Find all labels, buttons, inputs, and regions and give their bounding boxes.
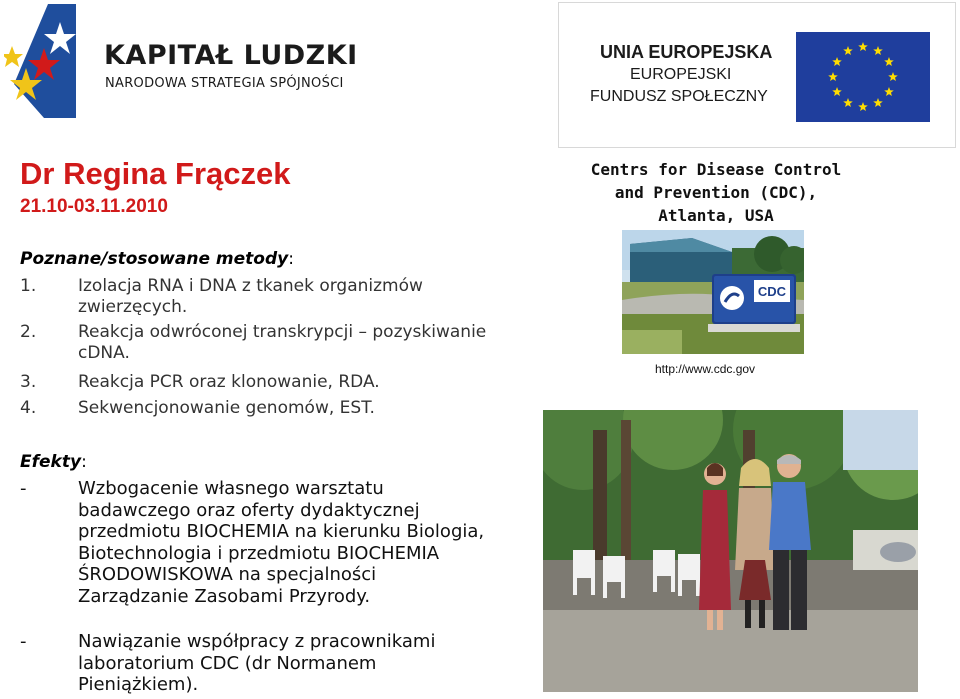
effect-text: Nawiązanie współpracy z pracownikami laboratorium CDC (dr Normanem Pieniążkiem). — [78, 631, 436, 695]
method-text: Reakcja PCR oraz klonowanie, RDA. — [78, 372, 380, 392]
cdc-heading-line2: and Prevention (CDC), — [614, 183, 818, 202]
effect-dash: - — [20, 478, 27, 499]
method-item-1 — [20, 276, 490, 318]
methods-title — [20, 249, 294, 269]
effects-title-text: Efekty — [20, 452, 82, 472]
method-number: 4. — [20, 398, 37, 418]
effect-dash: - — [20, 631, 27, 652]
effects-title-colon: : — [81, 452, 87, 472]
effect-item-1 — [20, 478, 490, 607]
method-text: Izolacja RNA i DNA z tkanek organizmów zwierzęcych. — [78, 276, 423, 317]
eu-logo-line1: UNIA EUROPEJSKA — [600, 42, 773, 62]
cdc-heading-line3: Atlanta, USA — [658, 206, 774, 225]
eu-flag-icon — [796, 32, 930, 122]
method-item-2 — [20, 322, 490, 364]
eu-logo-line3: FUNDUSZ SPOŁECZNY — [590, 88, 768, 105]
methods-title-colon: : — [288, 249, 294, 269]
kapital-ludzki-title: KAPITAŁ LUDZKI — [104, 40, 358, 71]
cdc-heading-line1: Centrs for Disease Control — [590, 160, 842, 179]
date-range: 21.10-03.11.2010 — [20, 196, 168, 217]
cdc-sign-text: CDC — [757, 284, 787, 299]
person-name: Dr Regina Frączek — [20, 156, 291, 191]
cdc-building-photo — [622, 230, 804, 354]
methods-title-text: Poznane/stosowane metody — [20, 249, 289, 269]
cdc-url-text: http://www.cdc.gov — [655, 362, 756, 376]
effect-item-2 — [20, 631, 490, 696]
cdc-heading — [566, 158, 866, 227]
method-text: Reakcja odwróconej transkrypcji – pozyskiwanie cDNA. — [78, 322, 487, 363]
kapital-ludzki-subtitle: NARODOWA STRATEGIA SPÓJNOŚCI — [105, 76, 344, 91]
method-item-4 — [20, 398, 490, 419]
group-photo — [543, 410, 918, 692]
method-item-3 — [20, 372, 490, 393]
eu-logo-line2: EUROPEJSKI — [630, 66, 732, 83]
method-number: 1. — [20, 276, 37, 296]
method-text: Sekwencjonowanie genomów, EST. — [78, 398, 375, 418]
kapital-ludzki-logo-icon — [4, 4, 76, 118]
effect-text: Wzbogacenie własnego warsztatu badawczego oraz oferty dydaktycznej przedmiotu BIOCHEMIA na kierunku Biologia, Biotechnologia i przedmiotu BIOCHEMIA ŚRODOWISKOWA na specjalności Zarządzanie Zasobami Przyrody. — [78, 478, 485, 607]
method-number: 3. — [20, 372, 37, 392]
effects-title — [20, 452, 87, 472]
method-number: 2. — [20, 322, 37, 342]
